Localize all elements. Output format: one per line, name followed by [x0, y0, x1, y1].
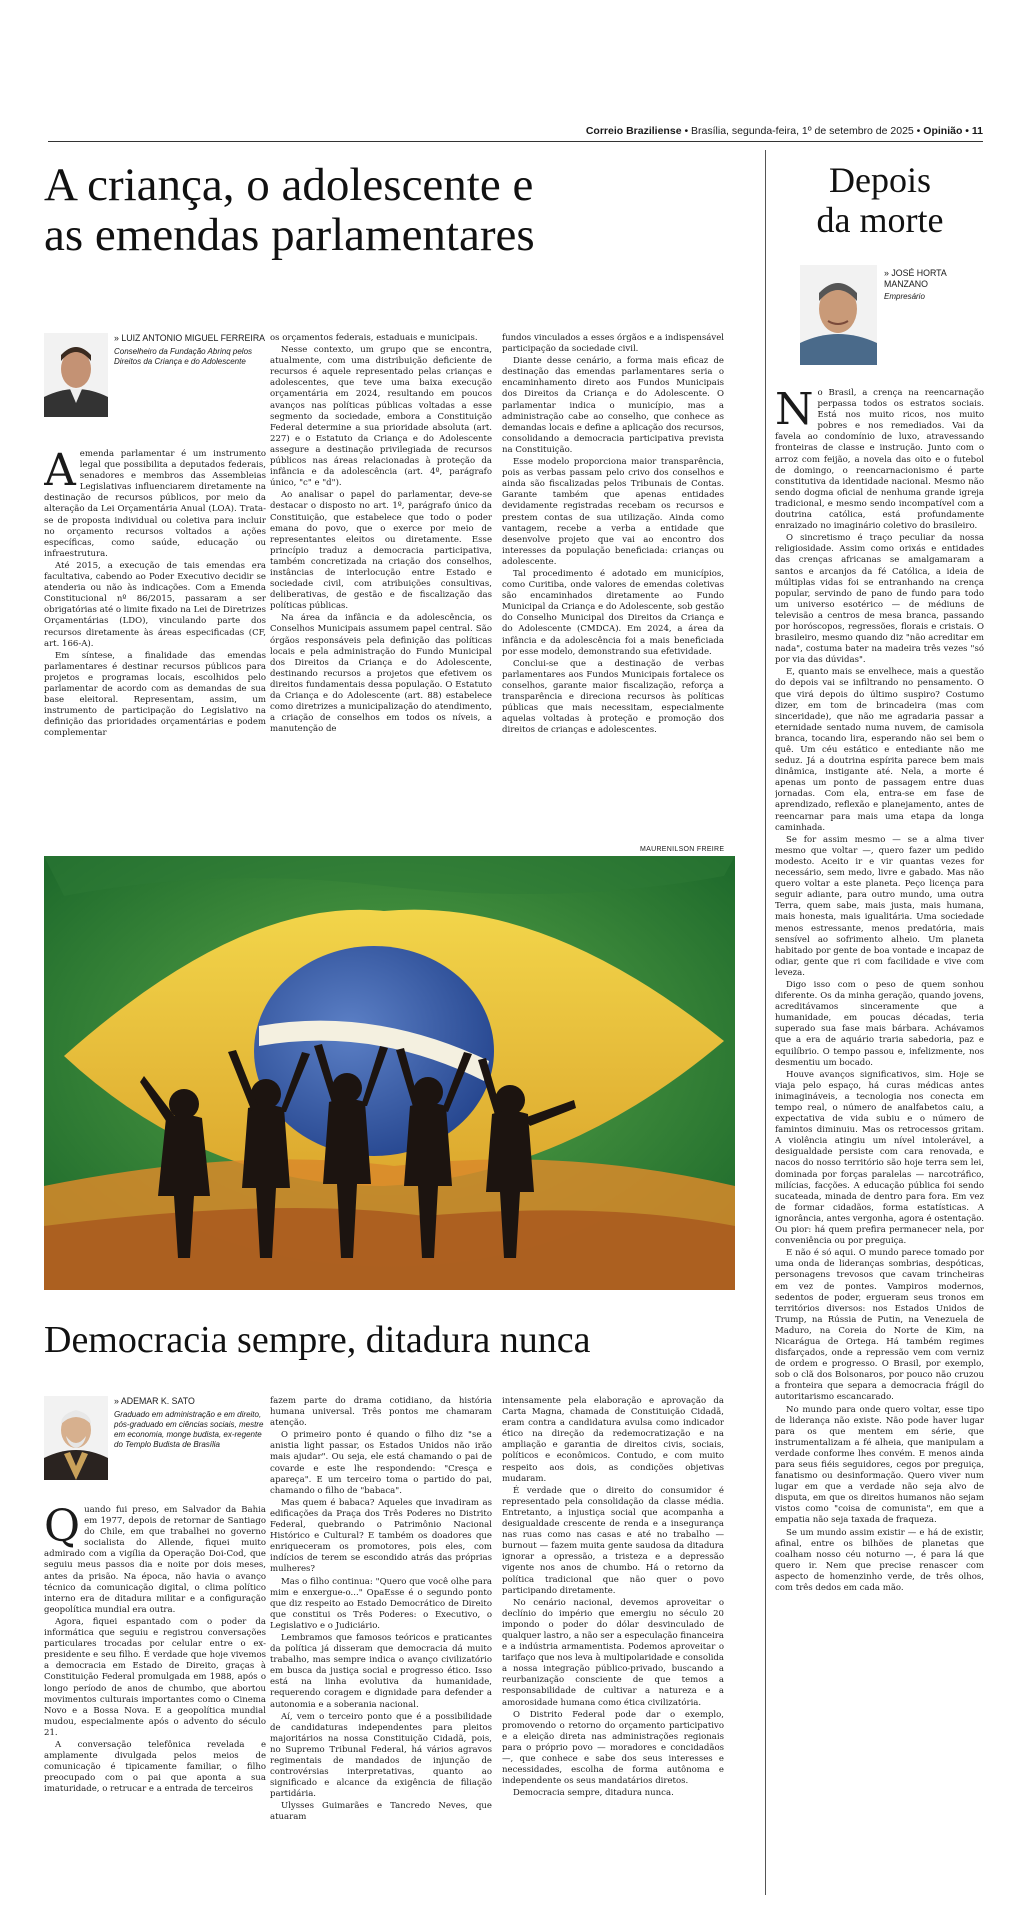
paragraph: O primeiro ponto é quando o filho diz "se a anistia light passar, os Estados Unidos não irão mais ajudar". Ou seja, ele está chamando o pai de covarde e este lhe respondendo: "Cresça e apareça". E um terceiro toma o partido do pai, chamando o filho de "babaca". — [270, 1430, 492, 1496]
author1-name: » LUIZ ANTONIO MIGUEL FERREIRA — [114, 333, 266, 343]
paper-name: Correio Braziliense — [585, 125, 682, 137]
paragraph: Esse modelo proporciona maior transparência, pois as verbas passam pelo crivo dos conselhos e ainda são fiscalizadas pelos Tribunais de Contas. Garante também que apenas entidades devidamente registradas recebam os recursos e prestem contas de sua utilização. Ainda como vantagem, recebe a verba a entidade que desenvolve projeto que vai ao encontro dos interesses da população beneficiada: crianças ou adolescente. — [502, 457, 724, 567]
author3-name: » JOSÉ HORTA MANZANO — [884, 268, 947, 289]
dropcap: N — [775, 388, 814, 435]
article2-col3 — [502, 1396, 724, 1895]
article3-title — [775, 160, 985, 240]
author3-photo — [800, 265, 877, 365]
paragraph: Mas o filho continua: "Quero que você olhe para mim e enxergue-o..." OpaEsse é o segundo ponto que diz respeito ao Estado Democrático de Direito que constitui os Três Poderes: o Executivo, o Legislativo e o Judiciário. — [270, 1576, 492, 1631]
paragraph: Se for assim mesmo — se a alma tiver mesmo que voltar —, quero fazer um pedido modesto. Aceito ir e vir quantas vezes for necessário, sem medo, livre e gabado. Mas não quero voltar a este planeta. Peço licença para seguir adiante, para outro mundo, uma outra Terra, quem sabe, mais justa, mais humana, mais honesta, mais igualitária. Uma sociedade menos estressante, menos predatória, mais sensível ao sofrimento alheio. Um planeta habitado por gente de boa vontade e incapaz de odiar, gente que ri com facilidade e vive com leveza. — [775, 834, 984, 978]
author1-desc: Conselheiro da Fundação Abrinq pelos Direitos da Criança e do Adolescente — [114, 346, 253, 366]
paragraph: Quando fui preso, em Salvador da Bahia em 1977, depois de retornar de Santiago do Chile, em que trabalhei no governo socialista do Allende, fiquei muito admirado com a vigília da Operação Doi-Cod, que seguiu meus passos dia e noite por dois meses, antes da prisão. Na época, não havia o avanço técnico da comunicação digital, o clima político interno era de ditadura militar e a configuração geopolítica mundial era outra. — [44, 1505, 266, 1615]
paragraph: Se um mundo assim existir — e há de existir, afinal, entre os bilhões de planetas que coalham nosso céu noturno —, é para lá que quero ir. Nem que precise renascer com aspecto de homenzinho verde, de três olhos, com três dedos em cada mão. — [775, 1527, 984, 1594]
article3-title-line1: Depois — [829, 160, 931, 200]
paragraph: Ao analisar o papel do parlamentar, deve-se destacar o disposto no art. 1º, parágrafo único da Constituição, que estabelece que todo o poder emana do povo, que o exerce por meio de representantes eleitos ou diretamente. Esse princípio traduz a democracia participativa, também concretizada na criação dos conselhos, instâncias de interlocução entre Estado e sociedade civil, com atribuições consultivas, deliberativas, de gestão e de fiscalização das políticas públicas. — [270, 490, 492, 612]
paragraph: Conclui-se que a destinação de verbas parlamentares aos Fundos Municipais fortalece os conselhos, garante maior fiscalização, reforça a transparência e direciona recursos às políticas públicas que mais necessitam, especialmente aquelas voltadas à proteção e promoção dos direitos de crianças e adolescentes. — [502, 658, 724, 736]
author2-name: » ADEMAR K. SATO — [114, 1396, 195, 1406]
article1-col3 — [502, 333, 724, 833]
paragraph: A conversação telefônica revelada e amplamente divulgada pelos meios de comunicação é tipicamente familiar, o filho preocupado com o pai que aponta a sua imaturidade, o retrucar e a entrada de terceiros — [44, 1739, 266, 1795]
paragraph: Aí, vem o terceiro ponto que é a possibilidade de candidaturas independentes para pleitos majoritários na nossa Constituição Cidadã, pois, no Supremo Tribunal Federal, há vários agravos regimentais de mandados de injunção de controvérsias interpretativas, quanto ao significado e alcance da exigência de filiação partidária. — [270, 1711, 492, 1800]
paragraph: Digo isso com o peso de quem sonhou diferente. Os da minha geração, quando jovens, acreditávamos sinceramente que a humanidade, em poucas décadas, teria superado sua fase mais bárbara. Achávamos que a era de aquário traria sabedoria, paz e equilíbrio. O tempo passou e, infelizmente, nos desmentiu um bocado. — [775, 979, 984, 1068]
dropcap: A — [44, 449, 76, 496]
column-divider — [765, 150, 766, 1895]
author2-byline — [114, 1396, 266, 1450]
page-number: • 11 — [962, 125, 983, 137]
article1-title — [44, 160, 535, 260]
dropcap: Q — [44, 1505, 81, 1552]
paragraph: Na área da infância e da adolescência, os Conselhos Municipais assumem papel central. São órgãos responsáveis pela definição das políticas locais e pela administração do Fundo Municipal dos Direitos da Criança e do Adolescente, destinando recursos a projetos que efetivem os direitos fundamentais dessa população. O Estatuto da Criança e do Adolescente (art. 88) estabelece como diretrizes a municipalização do atendimento, a criação de conselhos em todos os níveis, a manutenção de — [270, 613, 492, 735]
article1-col1 — [44, 449, 266, 834]
paragraph: Tal procedimento é adotado em municípios, como Curitiba, onde valores de emendas coletivas são encaminhados diretamente ao Fundo Municipal da Criança e do Adolescente, sob gestão do Conselho Municipal dos Direitos da Criança e do Adolescente (CMDCA). Em 2024, a área da infância e da adolescência foi a mais beneficiada por esse modelo, demonstrando sua efetividade. — [502, 568, 724, 657]
dateline: • Brasília, segunda-feira, 1º de setembro de 2025 • — [681, 125, 924, 137]
author2-desc: Graduado em administração e em direito, pós-graduado em ciências sociais, mestre em economia, monge budista, ex-regente do Templo Budista de Brasília — [114, 1409, 264, 1449]
paragraph: Até 2015, a execução de tais emendas era facultativa, cabendo ao Poder Executivo decidir se atenderia ou não às indicações. Com a Emenda Constitucional nº 86/2015, passaram a ser obrigatórias até o limite fixado na Lei de Diretrizes Orçamentárias (LDO), vinculando parte dos recursos diretamente às áreas especificadas (CF, art. 166-A). — [44, 560, 266, 649]
article1-title-line2: as emendas parlamentares — [44, 209, 535, 261]
illustration-brazil-flag-children — [44, 856, 735, 1290]
author3-byline — [884, 268, 988, 302]
paragraph: Em síntese, a finalidade das emendas parlamentares é destinar recursos públicos para projetos e programas locais, escolhidos pelo parlamentar de acordo com as demandas de sua base eleitoral. Representam, assim, um instrumento de participação do Legislativo na definição das prioridades orçamentárias e podem complementar — [44, 650, 266, 739]
author3-desc: Empresário — [884, 292, 925, 301]
article3-title-line2: da morte — [816, 200, 944, 240]
paragraph: O sincretismo é traço peculiar da nossa religiosidade. Assim como orixás e entidades das crenças africanas se amalgamaram a santos e arcanjos da fé Católica, a ideia de múltiplas vidas foi se entranhando na crença popular, servindo de pano de fundo para todo um universo esotérico — de médiuns de televisão a centros de mesa branca, passando por horóscopos, regressões, florais e cristais. O brasileiro, mesmo quando diz "não acreditar em nada", costuma bater na madeira três vezes "só por via das dúvidas". — [775, 533, 984, 666]
article1-col2 — [270, 333, 492, 833]
paragraph: Aemenda parlamentar é um instrumento legal que possibilita a deputados federais, senadores e membros das Assembleias Legislativas influenciarem diretamente na destinação de recursos públicos, por meio da alteração da Lei Orçamentária Anual (LOA). Trata-se de proposta individual ou coletiva para incluir no orçamento recursos voltados a ações específicas, como saúde, educação ou infraestrutura. — [44, 449, 266, 559]
article2-col1 — [44, 1505, 266, 1895]
author1-photo — [44, 333, 108, 417]
paragraph: No mundo para onde quero voltar, esse tipo de liderança não existe. Não pode haver lugar para os que mentem em série, que instrumentalizam a fé alheia, que manipulam a verdade conforme lhes convém. E menos ainda para seus fiéis seguidores, cegos por preguiça, fanatismo ou desinformação. Quero viver num lugar em que a verdade não seja alvo de disputa, em que os direitos humanos não sejam vistos como "coisa de comunista", em que a empatia não seja taxada de fraqueza. — [775, 1404, 984, 1526]
paragraph: Lembramos que famosos teóricos e praticantes da política já disseram que democracia dá muito trabalho, mas sempre indica o avanço civilizatório em busca da justiça social e progresso ético. Isso está na linha evolutiva da humanidade, requerendo coragem e dignidade para defender a autonomia e a soberania nacional. — [270, 1632, 492, 1710]
article3-body — [775, 388, 984, 1895]
article2-title: Democracia sempre, ditadura nunca — [44, 1319, 591, 1361]
paragraph: É verdade que o direito do consumidor é representado pela consolidação da classe média. Entretanto, a injustiça social que acompanha a desigualdade crescente de renda e a insegurança nas ruas como nas casas e até no trabalho — burnout — fazem muita gente saudosa da ditadura ignorar a opressão, a tristeza e a depressão vigente nos anos de chumbo. Há o retorno da política tradicional que não quer o povo participando diretamente. — [502, 1485, 724, 1596]
paragraph: Mas quem é babaca? Aqueles que invadiram as edificações da Praça dos Três Poderes no Distrito Federal, quebrando o Patrimônio Nacional Histórico e Cultural? E também os doadores que enriqueceram os promotores, pois eles, com indícios de terem se escondido atrás das próprias mulheres? — [270, 1497, 492, 1575]
paragraph: fundos vinculados a esses órgãos e a indispensável participação da sociedade civil. — [502, 333, 724, 355]
article2-col2 — [270, 1396, 492, 1895]
paragraph: E, quanto mais se envelhece, mais a questão do depois vai se infiltrando no pensamento. O que virá depois do último suspiro? Costumo dizer, em tom de brincadeira (mas com sinceridade), que não me agradaria passar a eternidade sentado numa nuvem, de camisola branca, tocando lira, esperando não sei bem o quê. Um céu estático e entediante não me seduz. Já a doutrina espírita parece bem mais dinâmica, instigante até. Nela, a morte é apenas um ponto de passagem entre duas jornadas. Com ela, entra-se em fase de aprendizado, reflexão e planejamento, antes de reencarnar para mais uma etapa da longa caminhada. — [775, 667, 984, 833]
author1-byline — [114, 333, 266, 367]
paragraph: Houve avanços significativos, sim. Hoje se viaja pelo espaço, há curas médicas antes inimagináveis, a tecnologia nos conecta em tempo real, o número de analfabetos caiu, a expectativa de vida subiu e o número de famintos diminuiu. Mas os retrocessos gritam. A violência atingiu um nível intolerável, a desigualdade persiste com cara renovada, e nacos do nosso território são hoje terra sem lei, dominada por forças paralelas — narcotráfico, milícias, facções. A educação pública foi sendo sucateada, minada de dentro para fora. Em vez de formar cidadãos, forma estatísticas. A ignorância, antes vergonha, agora é ostentação. Ou pior: há quem prefira permanecer nela, por conveniência ou por preguiça. — [775, 1069, 984, 1247]
paragraph: os orçamentos federais, estaduais e municipais. — [270, 333, 478, 343]
illustration-credit: MAURENILSON FREIRE — [640, 846, 725, 853]
paragraph: intensamente pela elaboração e aprovação da Carta Magna, chamada de Constituição Cidadã, eram contra a candidatura avulsa como indicador ético na direção da redemocratização e na ampliação e garantia de direitos civis, sociais, políticos e econômicos. Contudo, e com muito respeito aos dois, as condições objetivas mudaram. — [502, 1396, 724, 1484]
section-name: Opinião — [923, 125, 963, 137]
author2-photo — [44, 1396, 108, 1480]
paragraph: Democracia sempre, ditadura nunca. — [513, 1788, 674, 1799]
article1-title-line1: A criança, o adolescente e — [44, 159, 534, 211]
paragraph: Agora, fiquei espantado com o poder da informática que seguiu e registrou conversações particulares trocadas por celular entre o ex-presidente e seu filho. É verdade que hoje vivemos a democracia em Estado de Direito, graças à Constituição Federal promulgada em 1988, após o longo período de anos de chumbo, que abortou movimentos culturais importantes como o Cinema Novo e a Bossa Nova. E a geopolítica mundial mudou, especialmente após o advento do século 21. — [44, 1616, 266, 1738]
paragraph: Ulysses Guimarães e Tancredo Neves, que atuaram — [270, 1801, 492, 1823]
paragraph: Diante desse cenário, a forma mais eficaz de destinação das emendas parlamentares seria o encaminhamento direto aos Fundos Municipais dos Direitos da Criança e do Adolescente. O parlamentar indica o município, mas a administração cabe ao conselho, que conhece as demandas locais e define a aplicação dos recursos, consolidando a democracia participativa prevista na Constituição. — [502, 356, 724, 455]
page-header — [48, 123, 983, 142]
paragraph: E não é só aqui. O mundo parece tomado por uma onda de lideranças sombrias, despóticas, personagens trevosos que cavam trincheiras em vez de pontes. Vampiros modernos, sedentos de poder, ergueram seus tronos em territórios diversos: nos Estados Unidos de Trump, na Rússia de Putin, na Venezuela de Maduro, na Coreia do Norte de Kim, na Nicarágua de Ortega. Há também regimes disfarçados, onde a repressão vem com verniz de ordem e progresso. O Brasil, por exemplo, sob o clã dos Bolsonaros, por pouco não cruzou a fronteira que separa a democracia frágil do autoritarismo escancarado. — [775, 1248, 984, 1403]
paragraph: No Brasil, a crença na reencarnação perpassa todos os estratos sociais. Está nos muito ricos, nos muito pobres e nos remediados. Vai da favela ao condomínio de luxo, atravessando fronteiras de classe e instrução. Junto com o arroz com feijão, a novela das oito e o futebol de domingo, o reencarnacionismo é parte constitutiva da identidade nacional. Mesmo não sendo dogma oficial de nenhuma grande igreja tradicional, e mesmo sendo incompatível com a doutrina católica, está profundamente enraizado no imaginário coletivo do brasileiro. — [775, 388, 984, 532]
paragraph: O Distrito Federal pode dar o exemplo, promovendo o retorno do orçamento participativo e a eleição direta nas administrações regionais para o próprio povo — moradores e concidadãos —, que conhece e sabe dos seus interesses e necessidades, escolha de forma autônoma e independente os seus mandatários diretos. — [502, 1709, 724, 1787]
paragraph: No cenário nacional, devemos aproveitar o declínio do império que emergiu no século 20 impondo o poder do dólar desvinculado de qualquer lastro, a não ser a especulação financeira e a indústria armamentista. Podemos aproveitar o tarifaço que nos leva à multipolaridade e consolida a nossa integração público-privado, buscando a reurbanização consciente de que temos a responsabilidade de cultivar a natureza e a amorosidade humana como ética civilizatória. — [502, 1597, 724, 1708]
paragraph: fazem parte do drama cotidiano, da história humana universal. Três pontos me chamaram atenção. — [270, 1396, 492, 1429]
paragraph: Nesse contexto, um grupo que se encontra, atualmente, com uma distribuição deficiente de recursos é aquele representado pelas crianças e adolescentes, que teve uma baixa execução orçamentária em 2024, resultando em poucos avanços nas políticas públicas voltadas a esse segmento da sociedade, embora a Constituição Federal determine a sua prioridade absoluta (art. 227) e o Estatuto da Criança e do Adolescente assegure a destinação privilegiada de recursos públicos nas áreas relacionadas à proteção da infância e da adolescência (art. 4º, parágrafo único, "c" e "d"). — [270, 345, 492, 489]
page-header-line — [586, 125, 983, 137]
